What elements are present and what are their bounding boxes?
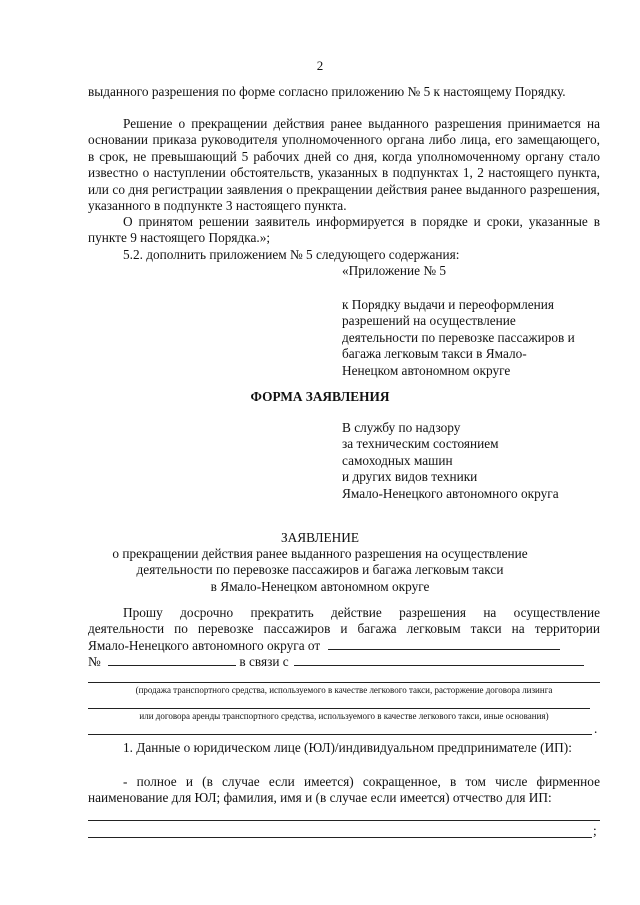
paragraph-decision: Решение о прекращении действия ранее выданного разрешения принимается на основании приказа руководителя уполномоченного органа либо лица, его замещающего, в срок, не превышающий 5 рабочих дней со дня, когда уполномоченному органу стало известно о наступлении обстоятельств, указанных в подпунктах 1, 2 настоящего пункта, или со дня регистрации заявления о прекращении действия ранее выданного разрешения, указанного в подпункте 3 настоящего пункта. — [88, 116, 600, 214]
statement-subtitle-line: в Ямало-Ненецком автономном округе — [210, 578, 430, 594]
name-line-2[interactable] — [88, 837, 592, 838]
paragraph-continuation: выданного разрешения по форме согласно приложению № 5 к настоящему Порядку. — [88, 84, 566, 99]
name-line-1[interactable] — [88, 820, 600, 821]
number-sign: № — [88, 654, 101, 669]
addressee-line: самоходных машин — [342, 452, 453, 468]
request-line-3 — [88, 637, 600, 654]
request-line-4 — [88, 653, 600, 670]
reason-line-1[interactable] — [88, 682, 600, 683]
statement-title: ЗАЯВЛЕНИЕ — [281, 530, 359, 545]
appendix-reference-line: к Порядку выдачи и переоформления — [342, 297, 554, 312]
statement-subtitle-line: деятельности по перевозке пассажиров и багажа легковым такси — [136, 562, 504, 578]
form-title: ФОРМА ЗАЯВЛЕНИЯ — [250, 389, 390, 404]
line-end-period: . — [594, 721, 598, 736]
addressee-line: Ямало-Ненецкого автономного округа — [342, 485, 559, 501]
item-1-subitem: - полное и (в случае если имеется) сокращенное, в том числе фирменное наименование для ЮЛ; фамилия, имя и (в случае если имеется) отчество для ИП: — [88, 774, 600, 806]
reason-field[interactable] — [294, 653, 584, 666]
statement-subtitle-line: о прекращении действия ранее выданного разрешения на осуществление — [112, 546, 528, 561]
reason-line-2[interactable] — [88, 708, 590, 709]
permit-number-field[interactable] — [108, 653, 236, 666]
paragraph-notification: О принятом решении заявитель информируется в порядке и сроки, указанные в пункте 9 настоящего Порядка.»; — [88, 214, 600, 246]
request-line-2: деятельности по перевозке пассажиров и багажа легковым такси на территории — [88, 621, 600, 636]
appendix-title: «Приложение № 5 — [342, 263, 446, 278]
appendix-reference-line: разрешений на осуществление — [342, 313, 516, 329]
appendix-reference — [342, 297, 612, 379]
item-1: 1. Данные о юридическом лице (ЮЛ)/индивидуальном предпринимателе (ИП): — [123, 740, 572, 755]
request-line-3-text: Ямало-Ненецкого автономного округа от — [88, 638, 321, 653]
addressee-block — [342, 420, 612, 502]
statement-subtitle — [60, 546, 580, 595]
reason-line-3[interactable] — [88, 734, 592, 735]
date-field[interactable] — [328, 637, 560, 650]
addressee-line: В службу по надзору — [342, 420, 461, 435]
reason-note-1: (продажа транспортного средства, используемого в качестве легкового такси, расторжение договора лизинга — [135, 685, 553, 695]
appendix-reference-line: багажа легковым такси в Ямало- — [342, 346, 527, 362]
page-number: 2 — [316, 58, 324, 73]
reason-note-2: или договора аренды транспортного средства, используемого в качестве легкового такси, иные основания) — [139, 711, 549, 721]
line-end-semicolon: ; — [593, 823, 597, 838]
paragraph-amendment: 5.2. дополнить приложением № 5 следующего содержания: — [123, 247, 460, 262]
appendix-reference-line: Ненецком автономном округе — [342, 362, 511, 378]
reason-lead: в связи с — [239, 654, 289, 669]
request-line-1: Прошу досрочно прекратить действие разрешения на осуществление — [123, 605, 600, 620]
addressee-line: и других видов техники — [342, 469, 478, 485]
addressee-line: за техническим состоянием — [342, 436, 499, 452]
appendix-reference-line: деятельности по перевозке пассажиров и — [342, 329, 575, 345]
